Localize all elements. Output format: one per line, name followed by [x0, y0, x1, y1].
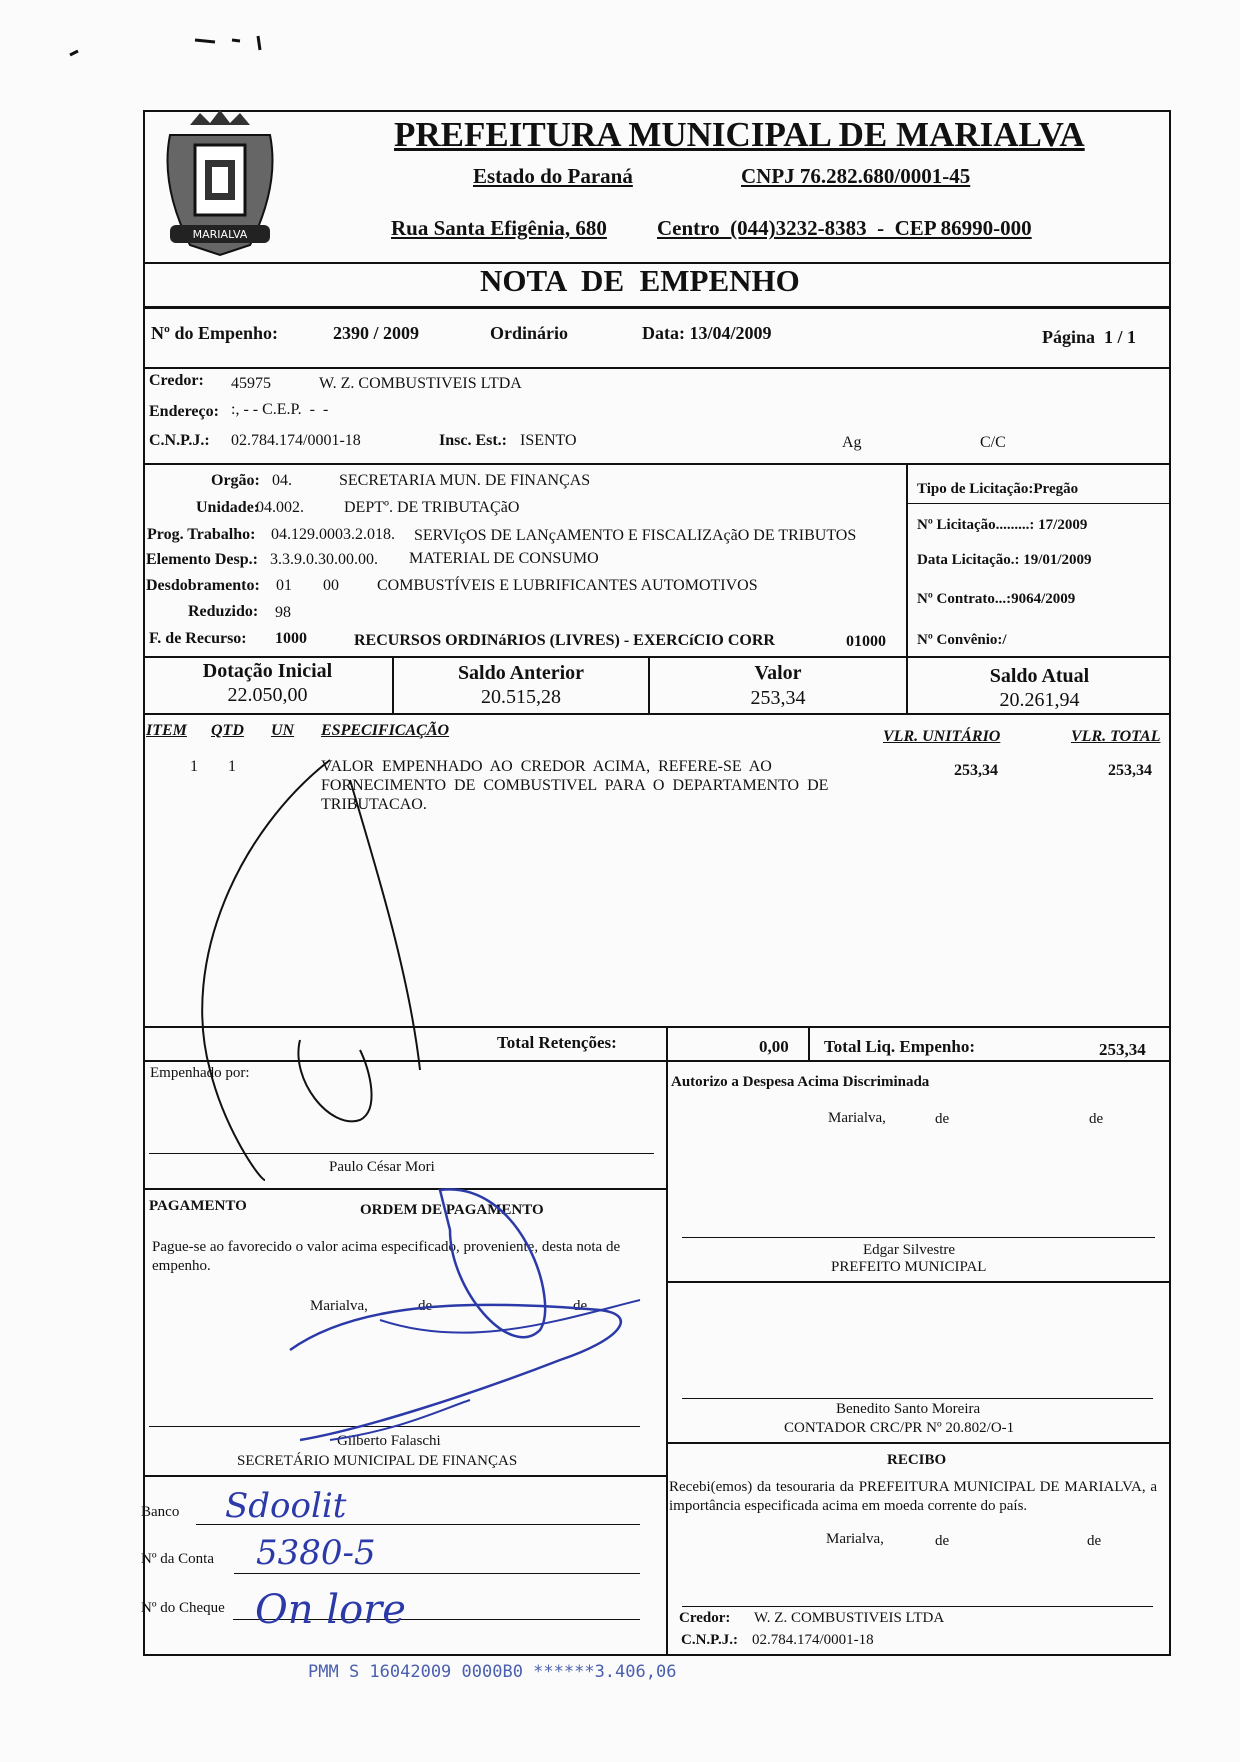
- recibo-label: RECIBO: [887, 1452, 947, 1468]
- cheque-label: Nº do Cheque: [141, 1600, 225, 1616]
- desdobramento-code1: 01: [276, 577, 292, 594]
- total-retencoes-label: Total Retenções:: [497, 1033, 617, 1052]
- item-qtd: 1: [228, 758, 236, 775]
- endereco-label: Endereço:: [149, 403, 219, 420]
- empenho-number-label: Nº do Empenho:: [151, 323, 278, 343]
- empenho-type: Ordinário: [490, 323, 569, 343]
- fonte-code: 1000: [275, 630, 307, 647]
- pagamento-de2: de: [573, 1298, 588, 1314]
- reduzido-code: 98: [275, 604, 291, 621]
- conta-handwritten: 5380-5: [256, 1533, 376, 1573]
- col-especificacao: ESPECIFICAÇÃO: [321, 722, 450, 739]
- autorizo-de2: de: [1089, 1111, 1104, 1127]
- credor-name: W. Z. COMBUSTIVEIS LTDA: [319, 375, 522, 392]
- validation-stamp: PMM S 16042009 0000B0 ******3.406,06: [308, 1662, 677, 1682]
- dotacao-value: 22.050,00: [227, 684, 308, 706]
- page-number: Página 1 / 1: [1042, 327, 1137, 347]
- dotacao-label: Dotação Inicial: [202, 660, 333, 682]
- col-item: ITEM: [146, 722, 187, 739]
- document-title: NOTA DE EMPENHO: [480, 263, 800, 298]
- recibo-local: Marialva,: [826, 1531, 884, 1547]
- recibo-credor: W. Z. COMBUSTIVEIS LTDA: [754, 1610, 945, 1626]
- col-vlr-total: VLR. TOTAL: [1071, 728, 1161, 745]
- unidade-code: 04.002.: [256, 499, 304, 516]
- prefeito-cargo: PREFEITO MUNICIPAL: [831, 1259, 987, 1275]
- elemento-desc: MATERIAL DE CONSUMO: [409, 550, 599, 567]
- item-desc-line3: TRIBUTACAO.: [321, 796, 427, 813]
- saldo-anterior-label: Saldo Anterior: [457, 662, 585, 684]
- licitacao-data: Data Licitação.: 19/01/2009: [917, 552, 1092, 568]
- item-number: 1: [190, 758, 198, 775]
- unidade-label: Unidade:: [196, 499, 260, 516]
- recibo-texto: Recebi(emos) da tesouraria da PREFEITURA MUNICIPAL DE MARIALVA, a importância especificada acima em moeda corrente do país.: [669, 1479, 1157, 1514]
- recibo-de1: de: [935, 1533, 950, 1549]
- item-desc-line2: FORNECIMENTO DE COMBUSTIVEL PARA O DEPARTAMENTO DE: [321, 777, 829, 794]
- recibo-de2: de: [1087, 1533, 1102, 1549]
- empenho-number: 2390 / 2009: [333, 323, 420, 343]
- desdobramento-label: Desdobramento:: [146, 577, 260, 594]
- licitacao-numero: Nº Licitação.........: 17/2009: [917, 517, 1088, 533]
- pagamento-texto: Pague-se ao favorecido o valor acima especificado, proveniente, desta nota de empenho.: [152, 1239, 621, 1274]
- ordem-pagamento-label: ORDEM DE PAGAMENTO: [360, 1202, 544, 1218]
- fonte-extra: 01000: [846, 633, 886, 650]
- prog-label: Prog. Trabalho:: [147, 526, 256, 543]
- desdobramento-code2: 00: [323, 577, 339, 594]
- recibo-cnpj: 02.784.174/0001-18: [752, 1632, 874, 1648]
- convenio-numero: Nº Convênio:/: [917, 632, 1007, 648]
- col-qtd: QTD: [211, 722, 244, 739]
- header-address: Rua Santa Efigênia, 680: [391, 216, 607, 240]
- recibo-credor-label: Credor:: [679, 1610, 731, 1626]
- secretario-cargo: SECRETÁRIO MUNICIPAL DE FINANÇAS: [237, 1453, 518, 1469]
- ag-label: Ag: [842, 434, 862, 451]
- item-vlr-total: 253,34: [1108, 762, 1152, 779]
- autorizo-local: Marialva,: [828, 1110, 886, 1126]
- prefeito-nome: Edgar Silvestre: [863, 1242, 956, 1258]
- cc-label: C/C: [980, 434, 1006, 451]
- reduzido-label: Reduzido:: [188, 603, 259, 620]
- contador-cargo: CONTADOR CRC/PR Nº 20.802/O-1: [784, 1420, 1015, 1436]
- recibo-cnpj-label: C.N.P.J.:: [681, 1632, 738, 1648]
- secretario-nome: Gilberto Falaschi: [337, 1433, 441, 1449]
- header-cnpj: CNPJ 76.282.680/0001-45: [741, 164, 971, 188]
- conta-label: Nº da Conta: [141, 1551, 214, 1567]
- pagamento-local: Marialva,: [310, 1298, 368, 1314]
- orgao-code: 04.: [272, 472, 292, 489]
- fonte-desc: RECURSOS ORDINáRIOS (LIVRES) - EXERCíCIO CORR: [354, 632, 775, 649]
- item-vlr-unitario: 253,34: [954, 762, 998, 779]
- saldo-atual-value: 20.261,94: [999, 689, 1080, 711]
- insc-value: ISENTO: [520, 432, 577, 449]
- header-state: Estado do Paraná: [473, 164, 633, 188]
- header-title: PREFEITURA MUNICIPAL DE MARIALVA: [394, 115, 1085, 154]
- credor-cnpj: 02.784.174/0001-18: [231, 432, 361, 449]
- endereco-value: :, - - C.E.P. - -: [231, 401, 329, 418]
- valor-value: 253,34: [750, 687, 806, 709]
- contador-nome: Benedito Santo Moreira: [836, 1401, 981, 1417]
- valor-label: Valor: [754, 662, 802, 684]
- banco-label: Banco: [141, 1504, 180, 1520]
- total-liquido-value: 253,34: [1099, 1040, 1146, 1059]
- total-liquido-label: Total Liq. Empenho:: [824, 1037, 975, 1056]
- cheque-handwritten: On lore: [255, 1587, 406, 1633]
- empenhado-label: Empenhado por:: [150, 1065, 250, 1081]
- autorizo-label: Autorizo a Despesa Acima Discriminada: [671, 1074, 930, 1090]
- fonte-label: F. de Recurso:: [149, 630, 247, 647]
- saldo-atual-label: Saldo Atual: [989, 665, 1090, 687]
- crest-banner-text: MARIALVA: [192, 228, 248, 241]
- empenho-date: Data: 13/04/2009: [642, 323, 772, 343]
- desdobramento-desc: COMBUSTÍVEIS E LUBRIFICANTES AUTOMOTIVOS: [377, 577, 758, 594]
- credor-code: 45975: [231, 375, 271, 392]
- pagamento-label: PAGAMENTO: [149, 1198, 247, 1214]
- cnpj-label: C.N.P.J.:: [149, 432, 210, 449]
- unidade-desc: DEPTº. DE TRIBUTAÇãO: [344, 499, 520, 516]
- prog-code: 04.129.0003.2.018.: [271, 526, 395, 543]
- licitacao-tipo: Tipo de Licitação:Pregão: [917, 481, 1079, 497]
- header-contact: Centro (044)3232-8383 - CEP 86990-000: [657, 216, 1032, 240]
- pagamento-de1: de: [418, 1298, 433, 1314]
- total-retencoes-value: 0,00: [759, 1037, 789, 1056]
- elemento-code: 3.3.9.0.30.00.00.: [270, 551, 378, 568]
- prog-desc: SERVIçOS DE LANçAMENTO E FISCALIZAçãO DE TRIBUTOS: [414, 527, 857, 544]
- contrato-numero: Nº Contrato...:9064/2009: [917, 591, 1076, 607]
- empenhado-nome: Paulo César Mori: [329, 1159, 435, 1175]
- autorizo-de1: de: [935, 1111, 950, 1127]
- banco-handwritten: Sdoolit: [225, 1486, 347, 1526]
- insc-label: Insc. Est.:: [439, 432, 508, 449]
- saldo-anterior-value: 20.515,28: [481, 686, 561, 708]
- credor-label: Credor:: [149, 372, 204, 389]
- col-un: UN: [271, 722, 295, 739]
- orgao-desc: SECRETARIA MUN. DE FINANÇAS: [339, 472, 591, 489]
- elemento-label: Elemento Desp.:: [146, 551, 258, 568]
- orgao-label: Orgão:: [211, 472, 260, 489]
- col-vlr-unitario: VLR. UNITÁRIO: [883, 728, 1001, 745]
- item-desc-line1: VALOR EMPENHADO AO CREDOR ACIMA, REFERE-SE AO: [321, 758, 772, 775]
